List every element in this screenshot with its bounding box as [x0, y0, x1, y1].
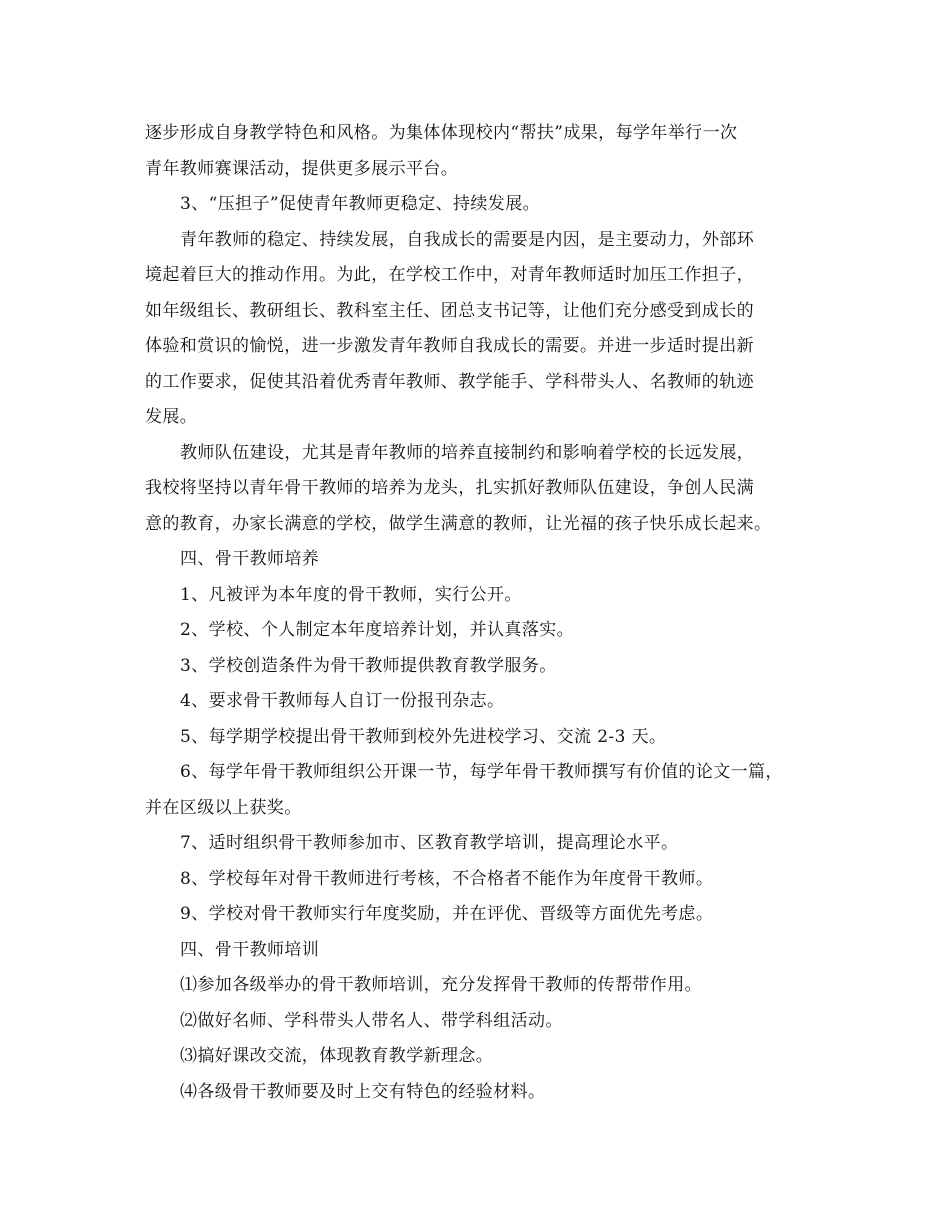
- text-line: 境起着巨大的推动作用。为此，在学校工作中，对青年教师适时加压工作担子，: [145, 265, 754, 285]
- text-line: 我校将坚持以青年骨干教师的培养为龙头，扎实抓好教师队伍建设，争创人民满: [145, 478, 754, 498]
- text-line: 8、学校每年对骨干教师进行考核，不合格者不能作为年度骨干教师。: [180, 868, 714, 889]
- text-line: 9、学校对骨干教师实行年度奖励，并在评优、晋级等方面优先考虑。: [180, 904, 714, 924]
- text-line: 教师队伍建设，尤其是青年教师的培养直接制约和影响着学校的长远发展，: [180, 442, 755, 463]
- text-line: 四、骨干教师培养: [180, 549, 320, 569]
- text-line: 3、学校创造条件为骨干教师提供教育教学服务。: [180, 655, 557, 676]
- text-line: 发展。: [145, 407, 198, 427]
- text-line: 青年教师的稳定、持续发展，自我成长的需要是内因，是主要动力，外部环: [180, 229, 755, 250]
- text-line: ⑶搞好课改交流，体现教育教学新理念。: [180, 1046, 494, 1066]
- text-line: 2、学校、个人制定本年度培养计划，并认真落实。: [180, 620, 575, 640]
- text-line: 四、骨干教师培训: [180, 939, 320, 960]
- text-line: 并在区级以上获奖。: [145, 797, 302, 818]
- text-line: ⑷各级骨干教师要及时上交有特色的经验材料。: [180, 1081, 546, 1102]
- text-line: ⑵做好名师、学科带头人带名人、带学科组活动。: [180, 1010, 563, 1031]
- text-line: 体验和赏识的愉悦，进一步激发青年教师自我成长的需要。并进一步适时提出新: [145, 336, 754, 356]
- text-line: 逐步形成自身教学特色和风格。为集体体现校内“帮扶”成果，每学年举行一次: [145, 123, 738, 143]
- text-line: 意的教育，办家长满意的学校，做学生满意的教师，让光福的孩子快乐成长起来。: [145, 513, 772, 534]
- text-line: 6、每学年骨干教师组织公开课一节，每学年骨干教师撰写有价值的论文一篇，: [180, 762, 783, 782]
- text-line: 青年教师赛课活动，提供更多展示平台。: [145, 158, 459, 179]
- text-line: 4、要求骨干教师每人自订一份报刊杂志。: [180, 691, 505, 711]
- text-line: 如年级组长、教研组长、教科室主任、团总支书记等，让他们充分感受到成长的: [145, 300, 754, 321]
- text-line: 的工作要求，促使其沿着优秀青年教师、教学能手、学科带头人、名教师的轨迹: [145, 371, 754, 392]
- text-line: ⑴参加各级举办的骨干教师培训，充分发挥骨干教师的传帮带作用。: [180, 975, 702, 995]
- text-line: 7、适时组织骨干教师参加市、区教育教学培训，提高理论水平。: [180, 833, 679, 853]
- document-body: [145, 116, 835, 1110]
- text-line: 3、“压担子”促使青年教师更稳定、持续发展。: [180, 194, 540, 214]
- text-line: 1、凡被评为本年度的骨干教师，实行公开。: [180, 584, 522, 605]
- text-line: 5、每学期学校提出骨干教师到校外先进校学习、交流 2-3 天。: [180, 726, 667, 747]
